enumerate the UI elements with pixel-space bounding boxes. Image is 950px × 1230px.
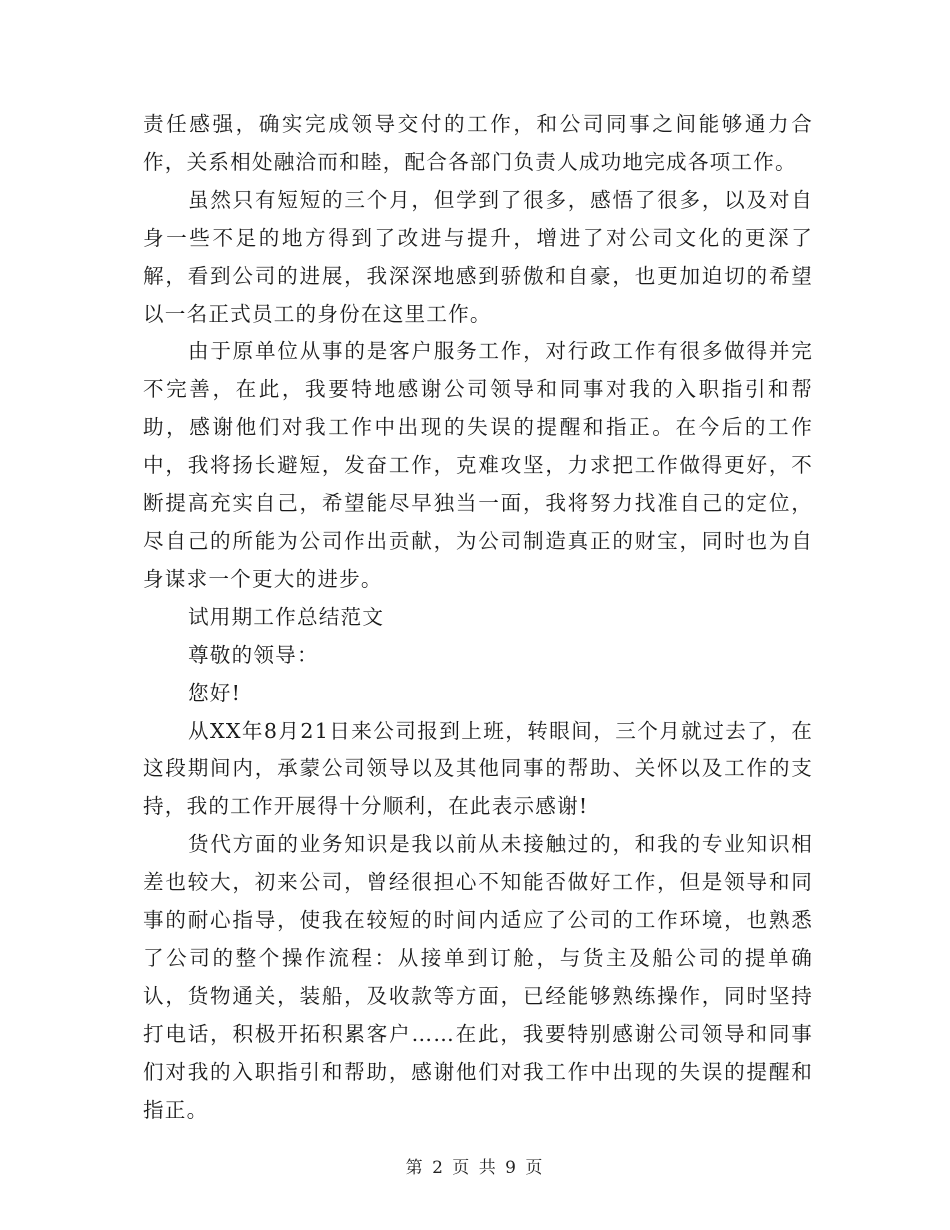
paragraph-4: 从XX年8月21日来公司报到上班，转眼间，三个月就过去了，在这段期间内，承蒙公司领导以及其他同事的帮助、关怀以及工作的支持，我的工作开展得十分顺利，在此表示感谢! xyxy=(143,718,813,819)
greeting: 您好! xyxy=(188,680,242,705)
paragraph-5: 货代方面的业务知识是我以前从未接触过的，和我的专业知识相差也较大，初来公司，曾经很担心不知能否做好工作，但是领导和同事的耐心指导，使我在较短的时间内适应了公司的工作环境，也熟悉了公司的整个操作流程：从接单到订舱，与货主及船公司的提单确认，货物通关，装船，及收款等方面，已经能够熟练操作，同时坚持打电话，积极开拓积累客户……在此，我要特别感谢公司领导和同事们对我的入职指引和帮助，感谢他们对我工作中出现的失误的提醒和指正。 xyxy=(143,832,813,1122)
salutation: 尊敬的领导： xyxy=(188,642,319,667)
document-body xyxy=(143,106,813,1129)
paragraph-2: 虽然只有短短的三个月，但学到了很多，感悟了很多，以及对自身一些不足的地方得到了改进与提升，增进了对公司文化的更深了解，看到公司的进展，我深深地感到骄傲和自豪，也更加迫切的希望以一名正式员工的身份在这里工作。 xyxy=(143,187,813,326)
section-title: 试用期工作总结范文 xyxy=(188,604,385,629)
paragraph-1: 责任感强，确实完成领导交付的工作，和公司同事之间能够通力合作，关系相处融洽而和睦，配合各部门负责人成功地完成各项工作。 xyxy=(143,112,813,174)
paragraph-3: 由于原单位从事的是客户服务工作，对行政工作有很多做得并完不完善，在此，我要特地感谢公司领导和同事对我的入职指引和帮助，感谢他们对我工作中出现的失误的提醒和指正。在今后的工作中，我将扬长避短，发奋工作，克难攻坚，力求把工作做得更好，不断提高充实自己，希望能尽早独当一面，我将努力找准自己的定位，尽自己的所能为公司作出贡献，为公司制造真正的财宝，同时也为自身谋求一个更大的进步。 xyxy=(143,339,813,591)
page-number: 第 2 页 共 9 页 xyxy=(405,1158,545,1178)
